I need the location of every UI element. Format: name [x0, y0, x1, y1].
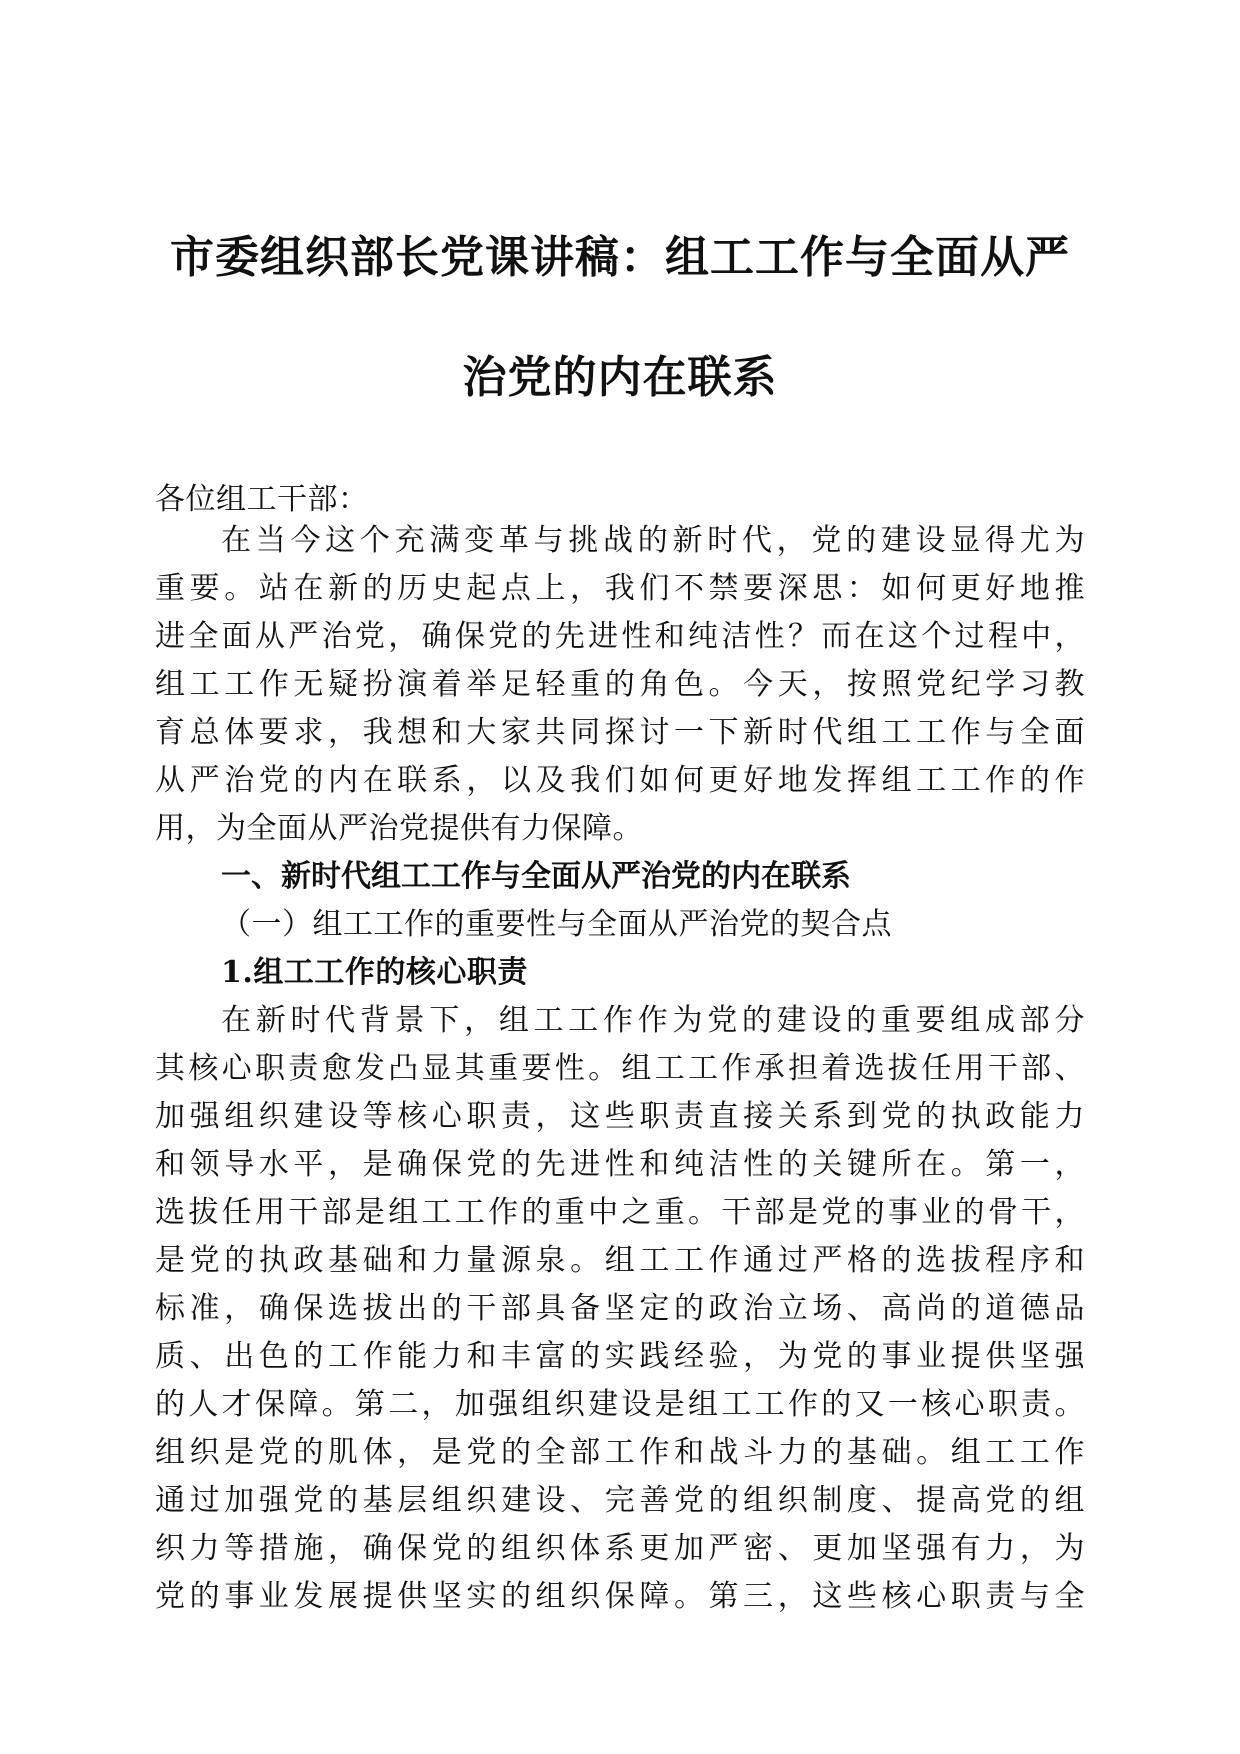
body-paragraph-line: 选拔任用干部是组工工作的重中之重。干部是党的事业的骨干， [155, 1195, 1085, 1230]
body-paragraph-line: 的人才保障。第二，加强组织建设是组工工作的又一核心职责。 [155, 1387, 1085, 1422]
section-heading-1: 一、新时代组工工作与全面从严治党的内在联系 [221, 859, 851, 894]
intro-paragraph-line: 育总体要求，我想和大家共同探讨一下新时代组工工作与全面 [155, 715, 1085, 750]
body-paragraph-line: 和领导水平，是确保党的先进性和纯洁性的关键所在。第一， [155, 1147, 1085, 1182]
body-paragraph-line: 加强组织建设等核心职责，这些职责直接关系到党的执政能力 [155, 1099, 1085, 1134]
document-title-line-2: 治党的内在联系 [462, 352, 778, 403]
intro-paragraph-line: 组工工作无疑扮演着举足轻重的角色。今天，按照党纪学习教 [155, 667, 1085, 702]
body-paragraph-line: 是党的执政基础和力量源泉。组工工作通过严格的选拔程序和 [155, 1243, 1085, 1278]
body-paragraph-line: 质、出色的工作能力和丰富的实践经验，为党的事业提供坚强 [155, 1339, 1085, 1374]
body-paragraph-line: 通过加强党的基层组织建设、完善党的组织制度、提高党的组 [155, 1483, 1085, 1518]
document-title-line-1: 市委组织部长党课讲稿：组工工作与全面从严 [170, 232, 1070, 283]
intro-paragraph-line: 重要。站在新的历史起点上，我们不禁要深思：如何更好地推 [155, 571, 1085, 606]
body-paragraph-line: 在新时代背景下，组工工作作为党的建设的重要组成部分 [221, 1003, 1085, 1038]
section-heading-3: 1.组工工作的核心职责 [221, 955, 528, 990]
section-heading-2: （一）组工工作的重要性与全面从严治党的契合点 [221, 907, 892, 942]
body-paragraph-line: 组织是党的肌体，是党的全部工作和战斗力的基础。组工工作 [155, 1435, 1085, 1470]
intro-paragraph-line: 进全面从严治党，确保党的先进性和纯洁性？而在这个过程中， [155, 619, 1085, 654]
body-paragraph-line: 其核心职责愈发凸显其重要性。组工工作承担着选拔任用干部、 [155, 1051, 1085, 1086]
salutation: 各位组工干部： [155, 482, 369, 517]
body-paragraph-line: 标准，确保选拔出的干部具备坚定的政治立场、高尚的道德品 [155, 1291, 1085, 1326]
intro-paragraph-line: 从严治党的内在联系，以及我们如何更好地发挥组工工作的作 [155, 763, 1085, 798]
body-paragraph-line: 党的事业发展提供坚实的组织保障。第三，这些核心职责与全 [155, 1579, 1085, 1614]
intro-paragraph-line: 用，为全面从严治党提供有力保障。 [155, 811, 643, 846]
intro-paragraph-line: 在当今这个充满变革与挑战的新时代，党的建设显得尤为 [221, 523, 1085, 558]
body-paragraph-line: 织力等措施，确保党的组织体系更加严密、更加坚强有力，为 [155, 1531, 1085, 1566]
